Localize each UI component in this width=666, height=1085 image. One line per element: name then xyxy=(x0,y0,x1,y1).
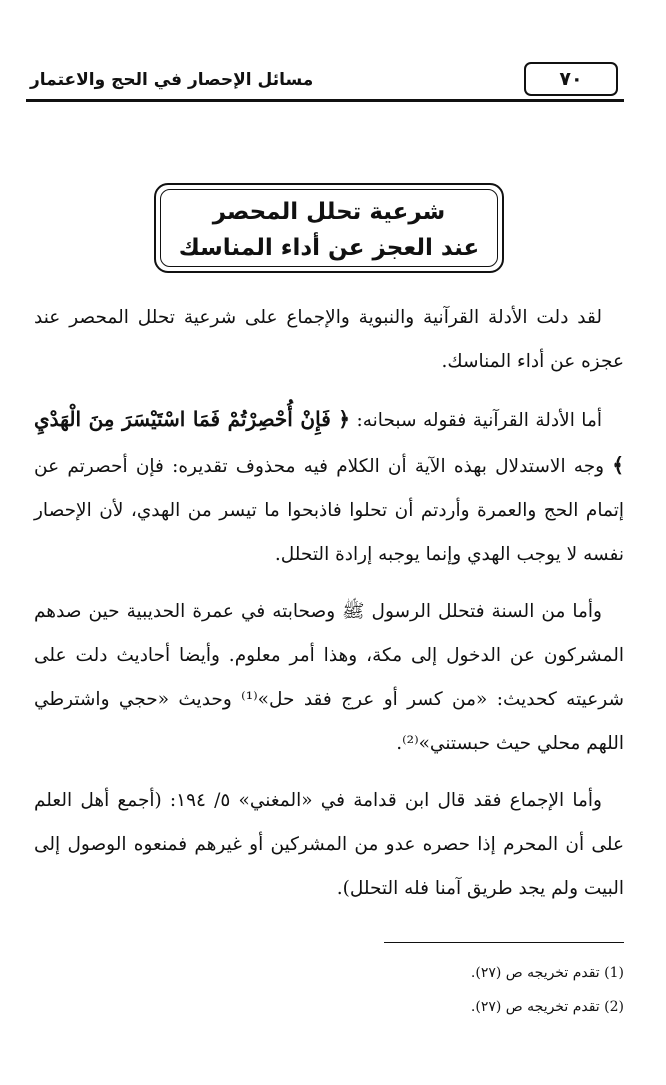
footnotes xyxy=(34,956,624,1024)
paragraph-3: وأما من السنة فتحلل الرسول ﷺ وصحابته في عمرة الحديبية حين صدهم المشركون عن الدخول إلى مكة، وهذا أمر معلوم. وأيضا أحاديث دلت على شرعيته كحديث: «من كسر أو عرج فقد حل»⁽¹⁾ وحديث «حجي واشترطي اللهم محلي حيث حبستني»⁽²⁾. xyxy=(34,601,624,754)
footnote-1: (1) تقدم تخريجه ص (٢٧). xyxy=(470,965,624,981)
paragraph-2-end: وجه الاستدلال بهذه الآية أن الكلام فيه محذوف تقديره: فإن أحصرتم عن إتمام الحج والعمرة وأردتم أن تحلوا فاذبحوا ما تيسر من الهدي، لأن الإحصار نفسه لا يوجب الهدي وإنما يوجبه إرادة التحلل. xyxy=(34,456,624,565)
section-title-line-2: عند العجز عن أداء المناسك xyxy=(178,235,480,261)
page-number: ٧٠ xyxy=(524,62,618,96)
footnote-2: (2) تقدم تخريجه ص (٢٧). xyxy=(470,999,624,1015)
quran-verse: ﴿ فَإِنْ أُحْصِرْتُمْ فَمَا اسْتَيْسَرَ مِنَ الْهَدْيِ ﴾ xyxy=(34,407,624,477)
body-text xyxy=(34,296,624,924)
paragraph-1: لقد دلت الأدلة القرآنية والنبوية والإجماع على شرعية تحلل المحصر عند عجزه عن أداء المناسك. xyxy=(34,307,624,372)
running-header xyxy=(26,62,624,100)
footnote-divider xyxy=(384,942,624,943)
section-title-line-1: شرعية تحلل المحصر xyxy=(212,199,446,225)
paragraph-4: وأما الإجماع فقد قال ابن قدامة في «المغني» ٥/ ١٩٤: (أجمع أهل العلم على أن المحرم إذا حصره عدو من المشركين أو غيرهم فمنعوه الوصول إلى البيت ولم يجد طريق آمنا فله التحلل). xyxy=(34,790,624,899)
paragraph-2 xyxy=(34,397,624,577)
section-title-box xyxy=(154,183,504,273)
paragraph-2-start: أما الأدلة القرآنية فقوله سبحانه: xyxy=(350,410,602,431)
section-title-inner xyxy=(160,189,498,267)
header-divider xyxy=(26,99,624,102)
book-title: مسائل الإحصار في الحج والاعتمار xyxy=(30,70,314,90)
